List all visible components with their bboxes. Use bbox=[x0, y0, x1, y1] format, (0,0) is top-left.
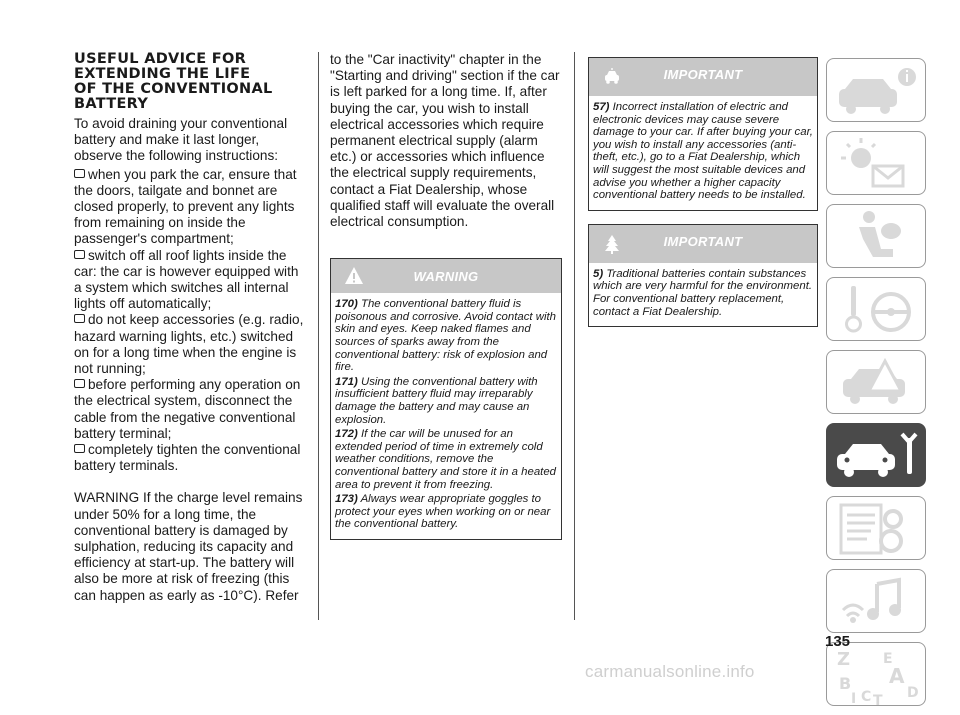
important-box-header bbox=[589, 58, 817, 96]
middle-column bbox=[330, 52, 562, 540]
spec-sheet-gears-icon bbox=[827, 497, 927, 561]
column-divider bbox=[318, 52, 319, 620]
alphabet-index-icon bbox=[827, 643, 927, 707]
checkbox-bullet-icon bbox=[74, 169, 85, 178]
right-column bbox=[588, 52, 818, 327]
tab-car-info[interactable] bbox=[826, 58, 926, 122]
important-item: 5) Traditional batteries contain substances which are very harmful for the environment. For conventional battery replacement, contact a Fiat Dealership. bbox=[593, 267, 813, 318]
checkbox-bullet-icon bbox=[74, 314, 85, 323]
svg-text:Z: Z bbox=[837, 649, 851, 670]
warning-paragraph: WARNING If the charge level remains under 50% for a long time, the conventional battery is damaged by sulphation, reducing its capacity and efficiency at start-up. The battery will also be more at risk of freezing (this can happen as early as -10°C). Refer bbox=[74, 490, 303, 603]
important-box-body bbox=[589, 96, 817, 210]
intro-paragraph: To avoid draining your conventional battery and make it last longer, observe the following instructions: bbox=[74, 116, 288, 164]
tab-technical-data[interactable] bbox=[826, 496, 926, 560]
tab-safety[interactable] bbox=[826, 204, 926, 268]
important-box-title: IMPORTANT bbox=[663, 233, 743, 249]
bullet-item: completely tighten the conventional battery terminals. bbox=[74, 442, 301, 474]
airbag-seat-icon bbox=[827, 205, 927, 269]
bullet-item: do not keep accessories (e.g. radio, hazard warning lights, etc.) switched on for a long time when the engine is not running; bbox=[74, 312, 304, 377]
warning-box-title: WARNING bbox=[413, 269, 479, 285]
car-wrench-icon bbox=[827, 424, 927, 488]
warning-box bbox=[330, 258, 562, 540]
warning-box-body bbox=[331, 293, 561, 539]
left-column bbox=[74, 52, 306, 604]
checkbox-bullet-icon bbox=[74, 444, 85, 453]
warning-item: 172) If the car will be unused for an extended period of time in extremely cold weather conditions, remove the conventional battery and store it in a heated area to prevent it from freezing. bbox=[335, 428, 556, 491]
bullet-item: switch off all roof lights inside the car: the car is however equipped with a system which switches all internal lights off automatically; bbox=[74, 247, 299, 312]
chapter-sidebar bbox=[826, 58, 928, 715]
bullet-item: before performing any operation on the electrical system, disconnect the cable from the negative conventional battery terminal; bbox=[74, 377, 301, 441]
multimedia-music-icon bbox=[827, 570, 927, 634]
section-heading: USEFUL ADVICE FOR EXTENDING THE LIFE OF THE CONVENTIONAL BATTERY bbox=[74, 51, 273, 112]
column-divider bbox=[574, 52, 575, 620]
svg-text:B: B bbox=[839, 674, 852, 693]
important-box-body bbox=[589, 263, 817, 326]
tab-emergency[interactable] bbox=[826, 350, 926, 414]
important-box bbox=[588, 57, 818, 211]
checkbox-bullet-icon bbox=[74, 379, 85, 388]
warning-box-header bbox=[331, 259, 561, 293]
checkbox-bullet-icon bbox=[74, 250, 85, 259]
important-item: 57) Incorrect installation of electric and electronic devices may cause severe damage to your car. If after buying your car, you wish to install any accessories (anti-theft, etc.), go to a Fiat Dealership, which will suggest the most suitable devices and advise you whether a higher capacity conventional battery needs to be installed. bbox=[593, 101, 813, 202]
watermark-text: carmanualsonline.info bbox=[585, 662, 755, 681]
key-steering-wheel-icon bbox=[827, 278, 927, 342]
car-emergency-icon bbox=[827, 351, 927, 415]
tab-maintenance[interactable] bbox=[826, 423, 926, 487]
warning-lights-message-icon bbox=[827, 132, 927, 196]
svg-text:I: I bbox=[851, 691, 857, 707]
warning-item: 173) Always wear appropriate goggles to protect your eyes when working on or near the conventional battery. bbox=[335, 493, 551, 531]
important-box-header bbox=[589, 225, 817, 263]
car-info-icon bbox=[827, 59, 927, 123]
bullet-item: when you park the car, ensure that the doors, tailgate and bonnet are closed properly, to prevent any lights from remaining on inside the passenger's compartment; bbox=[74, 166, 297, 247]
svg-text:D: D bbox=[907, 685, 919, 701]
svg-text:T: T bbox=[873, 693, 883, 707]
svg-text:A: A bbox=[889, 664, 905, 688]
page-number: 135 bbox=[825, 633, 851, 650]
svg-text:E: E bbox=[883, 651, 893, 667]
svg-text:C: C bbox=[861, 689, 872, 705]
continuation-paragraph: to the "Car inactivity" chapter in the "Starting and driving" section if the car is left parked for a long time. If, after buying the car, you wish to install electrical accessories which require permanent electrical supply (alarm etc.) or accessories which influence the electrical supply requirements, contact a Fiat Dealership, whose qualified staff will evaluate the overall electrical consumption. bbox=[330, 52, 560, 230]
important-box-title: IMPORTANT bbox=[663, 67, 743, 82]
tab-multimedia[interactable] bbox=[826, 569, 926, 633]
tab-starting-driving[interactable] bbox=[826, 277, 926, 341]
warning-item: 170) The conventional battery fluid is poisonous and corrosive. Avoid contact with skin and eyes. Keep naked flames and sources of sparks away from the conventional battery: risk of explosion and fire. bbox=[335, 298, 556, 374]
tab-warning-lights[interactable] bbox=[826, 131, 926, 195]
tab-index[interactable] bbox=[826, 642, 926, 706]
warning-item: 171) Using the conventional battery with insufficient battery fluid may irreparably damage the battery and may cause an explosion. bbox=[335, 375, 538, 426]
important-box bbox=[588, 224, 818, 327]
